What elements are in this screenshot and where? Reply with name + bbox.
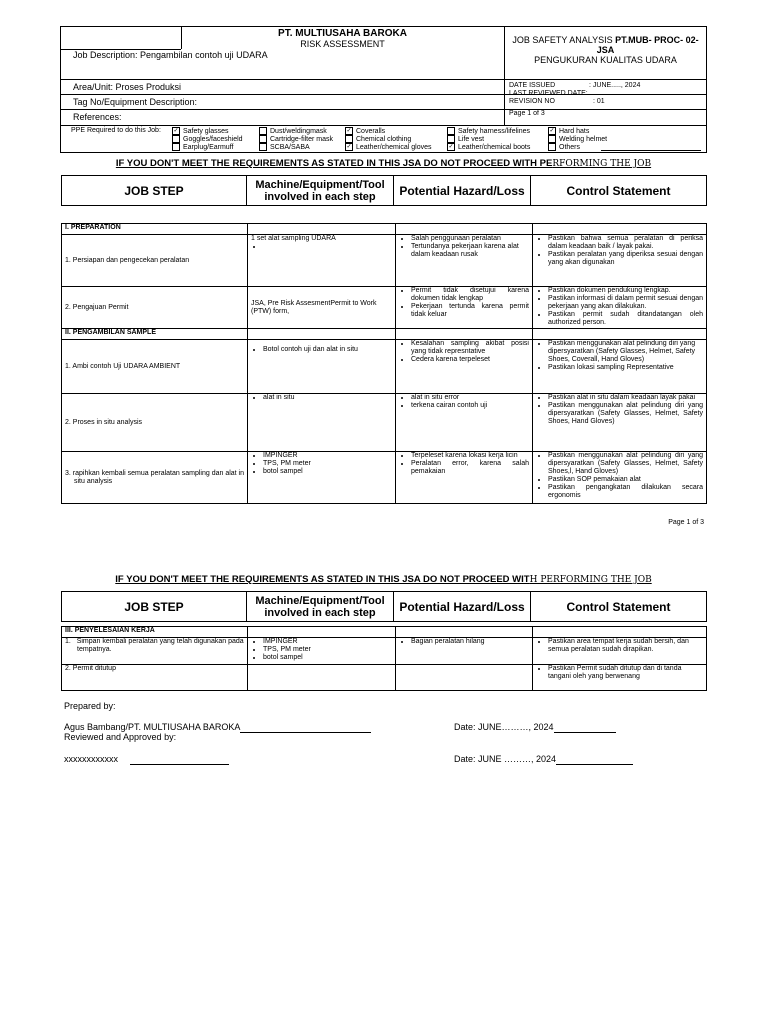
section-sampling: II. PENGAMBILAN SAMPLE [62, 329, 248, 340]
warning-banner: IF YOU DON'T MEET THE REQUIREMENTS AS STATED IN THIS JSA DO NOT PROCEED WITH PERFORMING THE JOB [115, 158, 652, 169]
hazard-item: • Permit tidak disetujui karena dokumen tidak lengkap [411, 287, 529, 303]
machine-item: • botol sampel [263, 654, 392, 662]
ppe-item-label: SCBA/SABA [270, 143, 310, 151]
machine-item: • alat in situ [263, 394, 392, 402]
jsa-prefix: JOB SAFETY ANALYSIS [512, 35, 616, 45]
section-finish: III. PENYELESAIAN KERJA [62, 627, 248, 638]
control-item: • Pastikan menggunakan alat pelindung diri yang dipersyaratkan (Safety Glasses, Helmet, Safety Shoes,l, Hand Gloves) [548, 452, 703, 476]
col-job-step: JOB STEP [62, 592, 247, 622]
checked-box-icon[interactable]: ✓ [448, 144, 454, 150]
reviewed-label: Reviewed and Approved by: [64, 732, 177, 742]
checkbox-icon[interactable] [447, 135, 455, 143]
page-footer: Page 1 of 3 [668, 519, 704, 526]
checkbox-icon[interactable] [259, 127, 267, 135]
col-job-step: JOB STEP [62, 176, 247, 206]
checkbox-icon[interactable] [259, 143, 267, 151]
checkbox-icon[interactable] [548, 135, 556, 143]
ppe-item-label: Others [559, 143, 581, 151]
jsa-code: PT.MUB- PROC- 02- JSA [596, 35, 699, 55]
ppe-item-label: Leather/chemical boots [458, 143, 531, 151]
ppe-item [447, 143, 530, 152]
preparer-name: Agus Bambang/PT. MULTIUSAHA BAROKA [64, 722, 241, 732]
ppe-item-label: Safety glasses [183, 127, 229, 135]
prepared-by-label: Prepared by: [64, 701, 116, 711]
hazard-item: • alat in situ error [411, 394, 529, 402]
control-item: • Pastikan menggunakan alat pelindung diri yang dipersyaratkan (Safety Glasses, Helmet, Safety Shoes, Coverall, Hand Gloves) [548, 340, 703, 364]
column-header-table-2 [61, 591, 707, 622]
approver-name: xxxxxxxxxxxx [64, 754, 118, 764]
hazard-item: • Pekerjaan tertunda karena permit tidak keluar [411, 303, 529, 319]
ppe-block [60, 126, 707, 153]
ppe-label: PPE Required to do this Job: [71, 127, 161, 134]
ppe-item-label: Goggles/faceshield [183, 135, 243, 143]
checked-box-icon[interactable]: ✓ [346, 144, 352, 150]
hazard-item: • Cedera karena terpeleset [411, 356, 529, 364]
ppe-item [172, 143, 233, 152]
date-line-1: Date: JUNE………, 2024 [454, 722, 616, 733]
control-item: • Pastikan menggunakan alat pelindung diri yang dipersyaratkan (Safety Glasses, Helmet, Safety Shoes, Hand Gloves) [548, 402, 703, 426]
step-text: 1. Persiapan dan pengecekan peralatan [65, 256, 190, 264]
col-control: Control Statement [531, 592, 707, 622]
hazard-item: • Tertundanya pekerjaan karena alat dalam keadaan rusak [411, 243, 529, 259]
hazard-item: • Bagian peralatan hilang [411, 638, 529, 646]
control-item: • Pastikan alat in situ dalam keadaan layak pakai [548, 394, 703, 402]
revision-no: REVISION NO : 01 [509, 98, 605, 105]
approver-line [64, 754, 229, 765]
machine-text: 1 set alat sampling UDARA [251, 235, 336, 242]
step-text: 2. Permit ditutup [65, 665, 116, 672]
others-blank-line [601, 150, 701, 151]
col-machine: Machine/Equipment/Tool involved in each step [247, 592, 394, 622]
machine-item: • Botol contoh uji dan alat in situ [263, 346, 392, 354]
checkbox-icon[interactable] [447, 127, 455, 135]
control-item: • Pastikan bahwa semua peralatan di periksa dalam keadaan baik / layak pakai. [548, 235, 703, 251]
ppe-item [548, 143, 580, 152]
date-issued: DATE ISSUED : JUNE....., 2024 [509, 82, 641, 89]
ppe-item-label: Chemical clothing [356, 135, 412, 143]
col-machine: Machine/Equipment/Tool involved in each step [247, 176, 394, 206]
jsa-subject: PENGUKURAN KUALITAS UDARA [534, 55, 677, 65]
last-reviewed: LAST REVIEWED DATE: [509, 90, 588, 97]
hazard-item: • Peralatan error, karena salah pemakaian [411, 460, 529, 476]
machine-item: • TPS, PM meter [263, 460, 392, 468]
step-text: 1. Simpan kembali peralatan yang telah digunakan pada tempatnya. [65, 638, 244, 653]
control-item: • Pastikan permit sudah ditandatangan oleh authorized person. [548, 311, 703, 327]
checkbox-icon[interactable] [172, 143, 180, 151]
checked-box-icon[interactable]: ✓ [173, 128, 179, 134]
ppe-item-label: Cartridge-filter mask [270, 135, 334, 143]
ppe-item-label: Life vest [458, 135, 485, 143]
jsa-table [61, 223, 707, 504]
checked-box-icon[interactable]: ✓ [549, 128, 555, 134]
machine-item: • IMPINGER [263, 638, 392, 646]
machine-item: • botol sampel [263, 468, 392, 476]
ppe-item [345, 143, 432, 152]
table-row [62, 235, 707, 287]
date-line-2: Date: JUNE ………, 2024 [454, 754, 633, 765]
control-item: • Pastikan dokumen pendukung lengkap. [548, 287, 703, 295]
company-name: PT. MULTIUSAHA BAROKA [278, 28, 407, 39]
checkbox-icon[interactable] [345, 135, 353, 143]
control-item: • Pastikan Permit sudah ditutup dan di tanda tangani oleh yang berwenang [548, 665, 703, 681]
ppe-item-label: Earplug/Earmuff [183, 143, 234, 151]
ppe-item-label: Safety harness/lifelines [458, 127, 530, 135]
control-item: • Pastikan peralatan yang diperiksa sesuai dengan yang akan digunakan [548, 251, 703, 267]
column-header-table [61, 175, 707, 206]
machine-item: • TPS, PM meter [263, 646, 392, 654]
table-row [62, 394, 707, 452]
control-item: • Pastikan informasi di dalam permit sesuai dengan pekerjaan yang akan dilakukan. [548, 295, 703, 311]
control-item: • Pastikan pengangkatan dilakukan secara ergonomis [548, 484, 703, 500]
checkbox-icon[interactable] [172, 135, 180, 143]
control-item: • Pastikan lokasi sampling Representative [548, 364, 703, 372]
jsa-table-2 [61, 626, 707, 691]
ppe-item-label: Leather/chemical gloves [356, 143, 432, 151]
table-row [62, 452, 707, 504]
machine-item: • IMPINGER [263, 452, 392, 460]
table-row [62, 340, 707, 394]
ppe-item-label: Hard hats [559, 127, 590, 135]
hazard-item: • Salah penggunaan peralatan [411, 235, 529, 243]
header-page-info: Page 1 of 3 [509, 110, 545, 117]
hazard-item: • Terpeleset karena lokasi kerja licin [411, 452, 529, 460]
step-text: 1. Ambi contoh Uji UDARA AMBIENT [65, 362, 181, 370]
table-row [62, 665, 707, 691]
control-item: • Pastikan area tempat kerja sudah bersih, dan semua peralatan sudah dirapikan. [548, 638, 703, 654]
col-control: Control Statement [531, 176, 707, 206]
hazard-item: • terkena cairan contoh uji [411, 402, 529, 410]
references: References: [73, 112, 122, 122]
empty-bullet [263, 243, 392, 251]
table-row [62, 287, 707, 329]
step-text: 2. Pengajuan Permit [65, 303, 129, 311]
job-description: Job Description: Pengambilan contoh uji UDARA [73, 50, 268, 60]
ppe-item-label: Welding helmet [559, 135, 608, 143]
col-hazard: Potential Hazard/Loss [394, 592, 531, 622]
section-preparation: I. PREPARATION [62, 224, 248, 235]
checked-box-icon[interactable]: ✓ [346, 128, 352, 134]
area-unit: Area/Unit: Proses Produksi [73, 82, 182, 92]
jsa-title [505, 35, 706, 65]
warning-banner-2: IF YOU DON'T MEET THE REQUIREMENTS AS STATED IN THIS JSA DO NOT PROCEED WITH PERFORMING THE JOB [115, 574, 652, 585]
step-text: 2. Proses in situ analysis [65, 418, 143, 426]
document-header [60, 26, 707, 126]
step-text: 3. rapihkan kembali semua peralatan sampling dan alat in situ analysis [65, 469, 244, 485]
tag-no: Tag No/Equipment Description: [73, 97, 198, 107]
ppe-item-label: Dust/weldingmask [270, 127, 327, 135]
control-item: • Pastikan SOP pemakaian alat [548, 476, 703, 484]
table-row [62, 638, 707, 665]
document-subtitle: RISK ASSESSMENT [300, 39, 385, 49]
col-hazard: Potential Hazard/Loss [394, 176, 531, 206]
checkbox-icon[interactable] [259, 135, 267, 143]
hazard-item: • Kesalahan sampling akibat posisi yang tidak represntative [411, 340, 529, 356]
ppe-item [259, 143, 310, 152]
checkbox-icon[interactable] [548, 143, 556, 151]
ppe-item-label: Coveralls [356, 127, 386, 135]
machine-text: JSA, Pre Risk AssesmentPermit to Work (PTW) form, [251, 299, 377, 315]
